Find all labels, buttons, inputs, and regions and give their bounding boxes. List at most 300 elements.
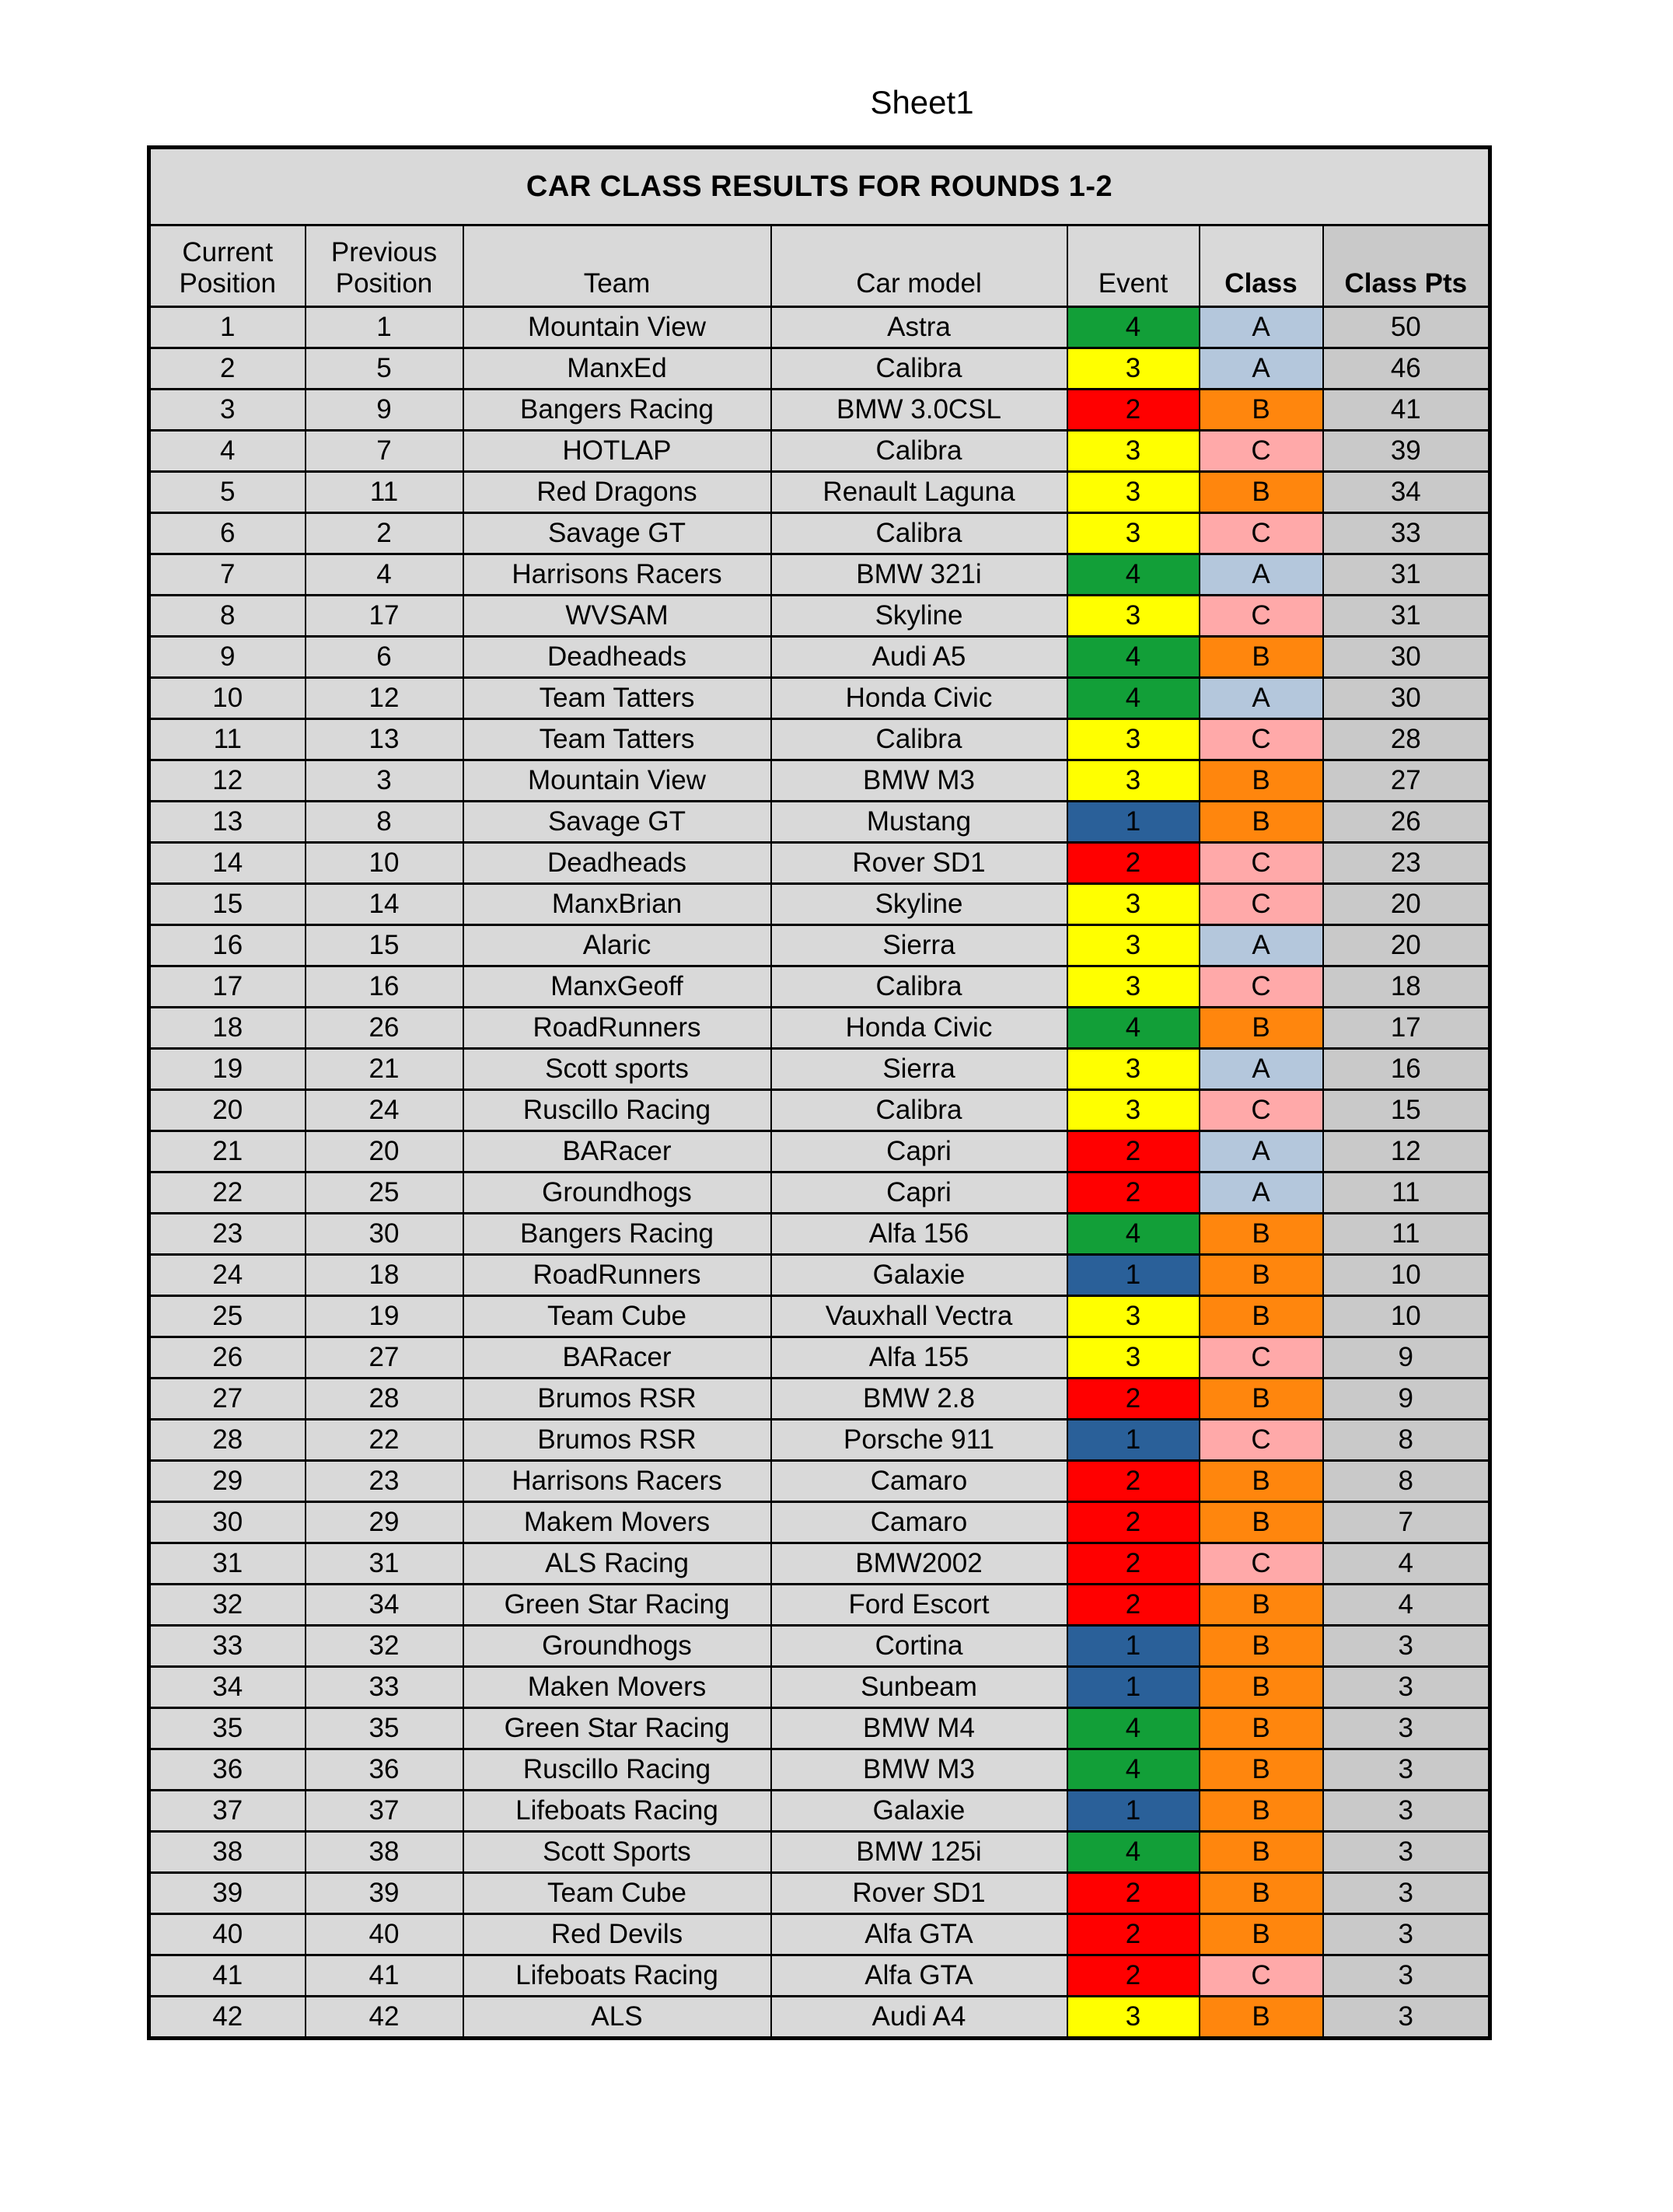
event-cell: 2 [1067, 1172, 1200, 1214]
class-cell: B [1200, 802, 1323, 843]
class-pts-cell: 30 [1323, 637, 1490, 678]
car-model-cell: Calibra [771, 348, 1067, 390]
class-pts-cell: 28 [1323, 719, 1490, 760]
event-cell: 2 [1067, 1379, 1200, 1420]
class-pts-cell: 23 [1323, 843, 1490, 884]
class-pts-cell: 3 [1323, 1791, 1490, 1832]
class-pts-cell: 3 [1323, 1997, 1490, 2039]
event-cell: 3 [1067, 472, 1200, 513]
previous-position-cell: 24 [306, 1090, 463, 1131]
car-model-cell: BMW M3 [771, 760, 1067, 802]
table-row [149, 884, 1490, 925]
class-pts-cell: 27 [1323, 760, 1490, 802]
table-row [149, 678, 1490, 719]
class-cell: B [1200, 1502, 1323, 1543]
table-row [149, 1337, 1490, 1379]
class-cell: C [1200, 513, 1323, 554]
previous-position-cell: 13 [306, 719, 463, 760]
car-model-cell: Cortina [771, 1626, 1067, 1667]
class-pts-cell: 34 [1323, 472, 1490, 513]
car-model-cell: Audi A4 [771, 1997, 1067, 2039]
table-row [149, 760, 1490, 802]
class-cell: B [1200, 390, 1323, 431]
car-model-cell: Vauxhall Vectra [771, 1296, 1067, 1337]
team-cell: Team Tatters [463, 678, 771, 719]
previous-position-cell: 22 [306, 1420, 463, 1461]
table-row [149, 843, 1490, 884]
event-cell: 1 [1067, 802, 1200, 843]
current-position-cell: 19 [149, 1049, 306, 1090]
current-position-cell: 38 [149, 1832, 306, 1873]
class-pts-cell: 11 [1323, 1172, 1490, 1214]
event-cell: 4 [1067, 678, 1200, 719]
class-cell: C [1200, 596, 1323, 637]
current-position-cell: 23 [149, 1214, 306, 1255]
class-pts-cell: 18 [1323, 966, 1490, 1008]
table-header-row [149, 225, 1490, 307]
class-cell: C [1200, 1543, 1323, 1585]
class-cell: C [1200, 884, 1323, 925]
class-cell: B [1200, 1379, 1323, 1420]
class-pts-cell: 3 [1323, 1708, 1490, 1749]
current-position-cell: 12 [149, 760, 306, 802]
current-position-cell: 3 [149, 390, 306, 431]
current-position-cell: 22 [149, 1172, 306, 1214]
car-model-cell: Alfa GTA [771, 1955, 1067, 1997]
previous-position-cell: 11 [306, 472, 463, 513]
event-cell: 1 [1067, 1667, 1200, 1708]
class-pts-cell: 3 [1323, 1626, 1490, 1667]
current-position-cell: 10 [149, 678, 306, 719]
team-cell: Green Star Racing [463, 1708, 771, 1749]
previous-position-cell: 29 [306, 1502, 463, 1543]
event-cell: 1 [1067, 1626, 1200, 1667]
team-cell: Deadheads [463, 637, 771, 678]
current-position-cell: 30 [149, 1502, 306, 1543]
car-model-cell: BMW 2.8 [771, 1379, 1067, 1420]
table-row [149, 1090, 1490, 1131]
class-pts-cell: 12 [1323, 1131, 1490, 1172]
current-position-cell: 8 [149, 596, 306, 637]
car-model-cell: BMW 125i [771, 1832, 1067, 1873]
current-position-cell: 41 [149, 1955, 306, 1997]
class-cell: C [1200, 431, 1323, 472]
table-row [149, 1131, 1490, 1172]
car-model-cell: Capri [771, 1172, 1067, 1214]
previous-position-cell: 20 [306, 1131, 463, 1172]
car-model-cell: Mustang [771, 802, 1067, 843]
car-model-cell: Calibra [771, 966, 1067, 1008]
team-cell: RoadRunners [463, 1255, 771, 1296]
previous-position-cell: 31 [306, 1543, 463, 1585]
car-model-cell: Alfa GTA [771, 1914, 1067, 1955]
class-cell: B [1200, 760, 1323, 802]
car-model-cell: BMW 3.0CSL [771, 390, 1067, 431]
table-row [149, 1379, 1490, 1420]
class-pts-cell: 20 [1323, 925, 1490, 966]
team-cell: BARacer [463, 1337, 771, 1379]
current-position-cell: 24 [149, 1255, 306, 1296]
team-cell: ManxEd [463, 348, 771, 390]
class-cell: B [1200, 1214, 1323, 1255]
team-cell: Makem Movers [463, 1502, 771, 1543]
class-cell: C [1200, 843, 1323, 884]
car-model-cell: Alfa 156 [771, 1214, 1067, 1255]
team-cell: Scott sports [463, 1049, 771, 1090]
previous-position-cell: 15 [306, 925, 463, 966]
team-cell: Red Devils [463, 1914, 771, 1955]
previous-position-cell: 28 [306, 1379, 463, 1420]
previous-position-cell: 1 [306, 307, 463, 348]
team-cell: Alaric [463, 925, 771, 966]
class-pts-cell: 41 [1323, 390, 1490, 431]
table-row [149, 596, 1490, 637]
event-cell: 3 [1067, 513, 1200, 554]
event-cell: 4 [1067, 1008, 1200, 1049]
team-cell: Team Cube [463, 1296, 771, 1337]
current-position-cell: 9 [149, 637, 306, 678]
event-cell: 1 [1067, 1791, 1200, 1832]
team-cell: Mountain View [463, 307, 771, 348]
event-cell: 4 [1067, 307, 1200, 348]
event-cell: 3 [1067, 884, 1200, 925]
table-row [149, 1461, 1490, 1502]
car-model-cell: Galaxie [771, 1791, 1067, 1832]
class-cell: B [1200, 1461, 1323, 1502]
class-pts-cell: 4 [1323, 1543, 1490, 1585]
previous-position-cell: 21 [306, 1049, 463, 1090]
team-cell: ALS Racing [463, 1543, 771, 1585]
table-title-row [149, 148, 1490, 225]
previous-position-cell: 10 [306, 843, 463, 884]
previous-position-cell: 18 [306, 1255, 463, 1296]
class-pts-cell: 3 [1323, 1667, 1490, 1708]
current-position-cell: 26 [149, 1337, 306, 1379]
table-row [149, 513, 1490, 554]
car-model-cell: BMW2002 [771, 1543, 1067, 1585]
car-model-cell: BMW 321i [771, 554, 1067, 596]
team-cell: Green Star Racing [463, 1585, 771, 1626]
team-cell: Harrisons Racers [463, 1461, 771, 1502]
team-cell: Harrisons Racers [463, 554, 771, 596]
current-position-cell: 28 [149, 1420, 306, 1461]
event-cell: 4 [1067, 554, 1200, 596]
table-row [149, 1420, 1490, 1461]
table-row [149, 1914, 1490, 1955]
table-row [149, 966, 1490, 1008]
team-cell: Savage GT [463, 513, 771, 554]
car-model-cell: Calibra [771, 431, 1067, 472]
class-cell: A [1200, 1049, 1323, 1090]
class-cell: B [1200, 1708, 1323, 1749]
class-pts-cell: 7 [1323, 1502, 1490, 1543]
car-model-cell: Alfa 155 [771, 1337, 1067, 1379]
team-cell: Deadheads [463, 843, 771, 884]
current-position-cell: 37 [149, 1791, 306, 1832]
table-row [149, 719, 1490, 760]
previous-position-cell: 39 [306, 1873, 463, 1914]
previous-position-cell: 9 [306, 390, 463, 431]
table-row [149, 637, 1490, 678]
team-cell: Brumos RSR [463, 1379, 771, 1420]
previous-position-cell: 5 [306, 348, 463, 390]
current-position-cell: 20 [149, 1090, 306, 1131]
previous-position-cell: 33 [306, 1667, 463, 1708]
table-row [149, 1008, 1490, 1049]
current-position-cell: 33 [149, 1626, 306, 1667]
team-cell: ManxGeoff [463, 966, 771, 1008]
class-cell: C [1200, 966, 1323, 1008]
class-cell: C [1200, 719, 1323, 760]
previous-position-cell: 40 [306, 1914, 463, 1955]
event-cell: 2 [1067, 1585, 1200, 1626]
event-cell: 2 [1067, 843, 1200, 884]
previous-position-cell: 34 [306, 1585, 463, 1626]
sheet-name-label: Sheet1 [870, 84, 974, 121]
previous-position-cell: 37 [306, 1791, 463, 1832]
team-cell: HOTLAP [463, 431, 771, 472]
previous-position-cell: 19 [306, 1296, 463, 1337]
team-cell: Groundhogs [463, 1626, 771, 1667]
class-pts-cell: 46 [1323, 348, 1490, 390]
previous-position-cell: 38 [306, 1832, 463, 1873]
header-current-position: Current Position [149, 225, 306, 307]
car-model-cell: Calibra [771, 719, 1067, 760]
car-model-cell: Calibra [771, 513, 1067, 554]
event-cell: 1 [1067, 1255, 1200, 1296]
previous-position-cell: 36 [306, 1749, 463, 1791]
event-cell: 3 [1067, 596, 1200, 637]
table-row [149, 1172, 1490, 1214]
event-cell: 3 [1067, 925, 1200, 966]
results-table [147, 145, 1492, 2040]
class-pts-cell: 31 [1323, 554, 1490, 596]
header-previous-position: Previous Position [306, 225, 463, 307]
class-cell: C [1200, 1090, 1323, 1131]
table-row [149, 554, 1490, 596]
class-cell: B [1200, 1008, 1323, 1049]
class-pts-cell: 30 [1323, 678, 1490, 719]
current-position-cell: 39 [149, 1873, 306, 1914]
current-position-cell: 13 [149, 802, 306, 843]
table-row [149, 1667, 1490, 1708]
current-position-cell: 25 [149, 1296, 306, 1337]
event-cell: 3 [1067, 760, 1200, 802]
table-row [149, 925, 1490, 966]
class-pts-cell: 15 [1323, 1090, 1490, 1131]
previous-position-cell: 32 [306, 1626, 463, 1667]
class-cell: A [1200, 307, 1323, 348]
current-position-cell: 31 [149, 1543, 306, 1585]
event-cell: 3 [1067, 1049, 1200, 1090]
previous-position-cell: 23 [306, 1461, 463, 1502]
class-cell: C [1200, 1337, 1323, 1379]
previous-position-cell: 12 [306, 678, 463, 719]
team-cell: Red Dragons [463, 472, 771, 513]
car-model-cell: BMW M4 [771, 1708, 1067, 1749]
class-pts-cell: 10 [1323, 1255, 1490, 1296]
previous-position-cell: 35 [306, 1708, 463, 1749]
event-cell: 4 [1067, 637, 1200, 678]
car-model-cell: Astra [771, 307, 1067, 348]
previous-position-cell: 6 [306, 637, 463, 678]
class-pts-cell: 3 [1323, 1873, 1490, 1914]
team-cell: ALS [463, 1997, 771, 2039]
current-position-cell: 18 [149, 1008, 306, 1049]
table-row [149, 1749, 1490, 1791]
event-cell: 3 [1067, 719, 1200, 760]
class-pts-cell: 31 [1323, 596, 1490, 637]
previous-position-cell: 30 [306, 1214, 463, 1255]
current-position-cell: 34 [149, 1667, 306, 1708]
event-cell: 2 [1067, 1502, 1200, 1543]
class-cell: B [1200, 1585, 1323, 1626]
class-cell: A [1200, 1172, 1323, 1214]
team-cell: Lifeboats Racing [463, 1791, 771, 1832]
table-row [149, 1708, 1490, 1749]
current-position-cell: 1 [149, 307, 306, 348]
class-pts-cell: 3 [1323, 1914, 1490, 1955]
event-cell: 3 [1067, 1090, 1200, 1131]
event-cell: 3 [1067, 1296, 1200, 1337]
car-model-cell: Camaro [771, 1461, 1067, 1502]
car-model-cell: Calibra [771, 1090, 1067, 1131]
class-pts-cell: 10 [1323, 1296, 1490, 1337]
class-cell: A [1200, 925, 1323, 966]
table-row [149, 1255, 1490, 1296]
current-position-cell: 21 [149, 1131, 306, 1172]
previous-position-cell: 42 [306, 1997, 463, 2039]
car-model-cell: Renault Laguna [771, 472, 1067, 513]
class-cell: B [1200, 1832, 1323, 1873]
current-position-cell: 15 [149, 884, 306, 925]
event-cell: 4 [1067, 1708, 1200, 1749]
current-position-cell: 16 [149, 925, 306, 966]
previous-position-cell: 41 [306, 1955, 463, 1997]
current-position-cell: 35 [149, 1708, 306, 1749]
car-model-cell: Rover SD1 [771, 843, 1067, 884]
team-cell: Team Tatters [463, 719, 771, 760]
class-pts-cell: 8 [1323, 1420, 1490, 1461]
current-position-cell: 17 [149, 966, 306, 1008]
event-cell: 3 [1067, 966, 1200, 1008]
current-position-cell: 6 [149, 513, 306, 554]
previous-position-cell: 27 [306, 1337, 463, 1379]
current-position-cell: 36 [149, 1749, 306, 1791]
table-row [149, 1832, 1490, 1873]
current-position-cell: 40 [149, 1914, 306, 1955]
table-row [149, 1543, 1490, 1585]
event-cell: 4 [1067, 1214, 1200, 1255]
current-position-cell: 27 [149, 1379, 306, 1420]
event-cell: 3 [1067, 431, 1200, 472]
car-model-cell: Sierra [771, 1049, 1067, 1090]
team-cell: Bangers Racing [463, 390, 771, 431]
team-cell: Groundhogs [463, 1172, 771, 1214]
previous-position-cell: 17 [306, 596, 463, 637]
team-cell: Ruscillo Racing [463, 1090, 771, 1131]
table-row [149, 1626, 1490, 1667]
previous-position-cell: 2 [306, 513, 463, 554]
table-row [149, 431, 1490, 472]
class-pts-cell: 39 [1323, 431, 1490, 472]
class-cell: B [1200, 1997, 1323, 2039]
table-row [149, 1214, 1490, 1255]
class-cell: B [1200, 1667, 1323, 1708]
car-model-cell: Sunbeam [771, 1667, 1067, 1708]
event-cell: 4 [1067, 1832, 1200, 1873]
table-row [149, 1049, 1490, 1090]
previous-position-cell: 8 [306, 802, 463, 843]
car-model-cell: Sierra [771, 925, 1067, 966]
team-cell: Team Cube [463, 1873, 771, 1914]
team-cell: Mountain View [463, 760, 771, 802]
event-cell: 2 [1067, 1461, 1200, 1502]
car-model-cell: Ford Escort [771, 1585, 1067, 1626]
car-model-cell: Porsche 911 [771, 1420, 1067, 1461]
car-model-cell: Audi A5 [771, 637, 1067, 678]
table-row [149, 1502, 1490, 1543]
header-event: Event [1067, 225, 1200, 307]
current-position-cell: 42 [149, 1997, 306, 2039]
class-cell: B [1200, 1255, 1323, 1296]
car-model-cell: Camaro [771, 1502, 1067, 1543]
class-cell: A [1200, 1131, 1323, 1172]
table-row [149, 1791, 1490, 1832]
event-cell: 3 [1067, 1997, 1200, 2039]
table-row [149, 307, 1490, 348]
class-pts-cell: 3 [1323, 1832, 1490, 1873]
event-cell: 2 [1067, 1914, 1200, 1955]
class-pts-cell: 4 [1323, 1585, 1490, 1626]
class-cell: B [1200, 1749, 1323, 1791]
table-title: CAR CLASS RESULTS FOR ROUNDS 1-2 [149, 148, 1490, 225]
current-position-cell: 32 [149, 1585, 306, 1626]
event-cell: 2 [1067, 1543, 1200, 1585]
car-model-cell: Galaxie [771, 1255, 1067, 1296]
header-class: Class [1200, 225, 1323, 307]
table-row [149, 1585, 1490, 1626]
event-cell: 3 [1067, 1337, 1200, 1379]
header-class-pts: Class Pts [1323, 225, 1490, 307]
car-model-cell: Honda Civic [771, 678, 1067, 719]
class-cell: A [1200, 554, 1323, 596]
table-row [149, 1997, 1490, 2039]
current-position-cell: 5 [149, 472, 306, 513]
team-cell: ManxBrian [463, 884, 771, 925]
team-cell: Brumos RSR [463, 1420, 771, 1461]
team-cell: Maken Movers [463, 1667, 771, 1708]
class-pts-cell: 26 [1323, 802, 1490, 843]
table-row [149, 1955, 1490, 1997]
event-cell: 2 [1067, 1131, 1200, 1172]
event-cell: 3 [1067, 348, 1200, 390]
class-pts-cell: 50 [1323, 307, 1490, 348]
current-position-cell: 4 [149, 431, 306, 472]
previous-position-cell: 14 [306, 884, 463, 925]
class-cell: B [1200, 1626, 1323, 1667]
previous-position-cell: 4 [306, 554, 463, 596]
previous-position-cell: 3 [306, 760, 463, 802]
event-cell: 2 [1067, 390, 1200, 431]
team-cell: RoadRunners [463, 1008, 771, 1049]
car-model-cell: Skyline [771, 596, 1067, 637]
team-cell: Lifeboats Racing [463, 1955, 771, 1997]
car-model-cell: Honda Civic [771, 1008, 1067, 1049]
class-pts-cell: 20 [1323, 884, 1490, 925]
table-row [149, 390, 1490, 431]
class-pts-cell: 3 [1323, 1955, 1490, 1997]
